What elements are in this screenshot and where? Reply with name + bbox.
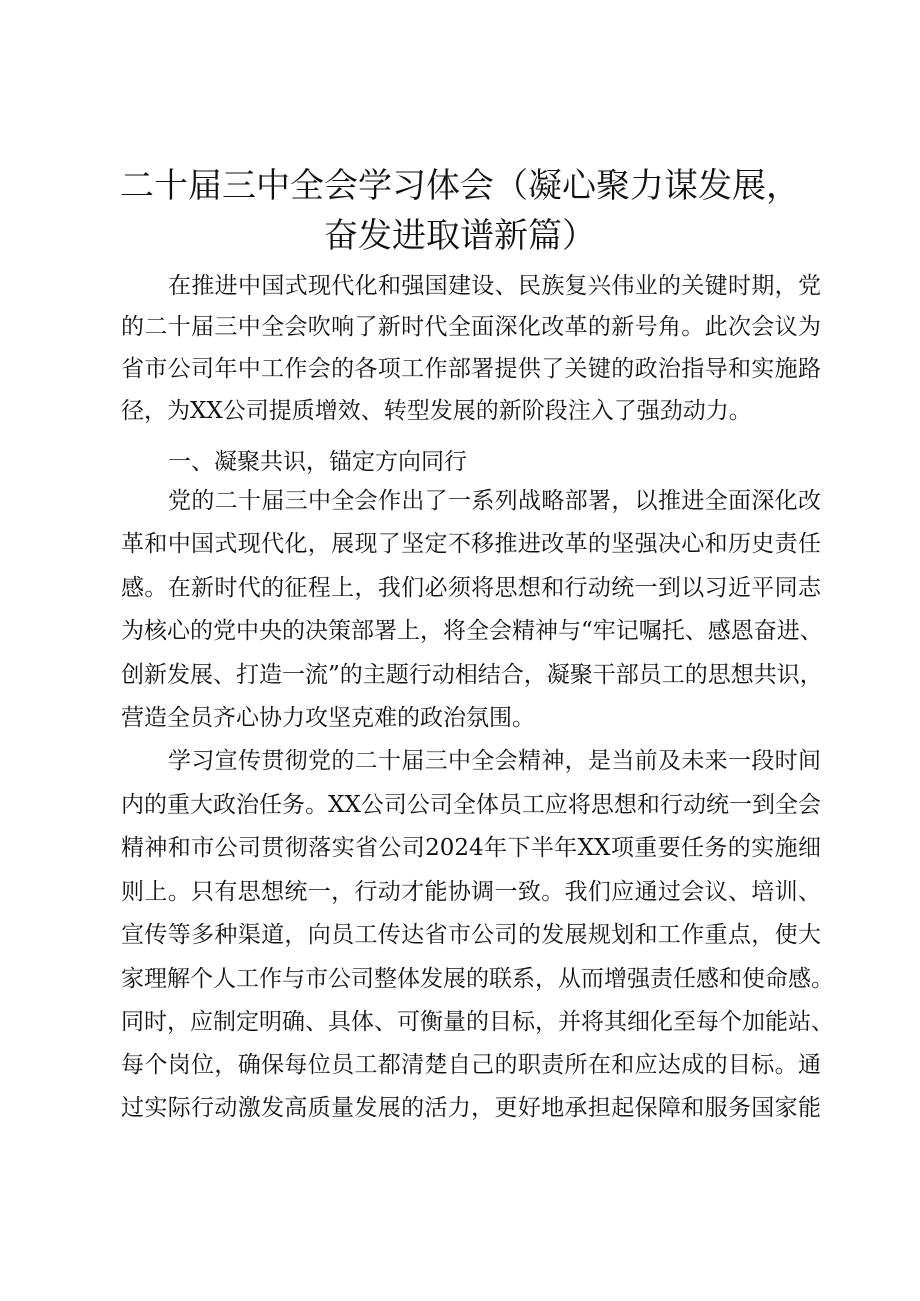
paragraph-3-line-4: 则上。只有思想统一，行动才能协调一致。我们应通过会议、培训、: [121, 879, 821, 905]
paragraph-2-line-6: 营造全员齐心协力攻坚克难的政治氛围。: [121, 705, 535, 731]
paragraph-2-line-1: 党的二十届三中全会作出了一系列战略部署，以推进全面深化改: [168, 488, 821, 514]
paragraph-3-line-5: 宣传等多种渠道，向员工传达省市公司的发展规划和工作重点，使大: [121, 922, 821, 948]
paragraph-1-line-4: 径，为XX公司提质增效、转型发展的新阶段注入了强劲动力。: [121, 398, 752, 424]
paragraph-3-line-9: 过实际行动激发高质量发展的活力，更好地承担起保障和服务国家能: [121, 1095, 821, 1121]
paragraph-3-line-2: 内的重大政治任务。XX公司公司全体员工应将思想和行动统一到全会: [121, 792, 821, 818]
paragraph-1-line-3: 省市公司年中工作会的各项工作部署提供了关键的政治指导和实施路: [121, 356, 821, 382]
document-title-line-2: 奋发进取谱新篇）: [324, 216, 596, 256]
paragraph-2-line-2: 革和中国式现代化，展现了坚定不移推进改革的坚强决心和历史责任: [121, 531, 821, 557]
paragraph-3-line-8: 每个岗位，确保每位员工都清楚自己的职责所在和应达成的目标。通: [121, 1052, 821, 1078]
document-title-line-1: 二十届三中全会学习体会（凝心聚力谋发展，: [120, 166, 800, 206]
paragraph-2-line-4: 为核心的党中央的决策部署上，将全会精神与“牢记嘱托、感恩奋进、: [121, 618, 823, 644]
paragraph-3-line-7: 同时，应制定明确、具体、可衡量的目标，并将其细化至每个加能站、: [121, 1009, 834, 1035]
paragraph-1-line-1: 在推进中国式现代化和强国建设、民族复兴伟业的关键时期，党: [168, 273, 821, 299]
paragraph-1-line-2: 的二十届三中全会吹响了新时代全面深化改革的新号角。此次会议为: [121, 314, 821, 340]
paragraph-3-line-6: 家理解个人工作与市公司整体发展的联系，从而增强责任感和使命感。: [121, 966, 834, 992]
section-heading-1: 一、凝聚共识，锚定方向同行: [168, 449, 467, 475]
paragraph-3-line-3: 精神和市公司贯彻落实省公司2024年下半年XX项重要任务的实施细: [121, 835, 821, 861]
paragraph-2-line-3: 感。在新时代的征程上，我们必须将思想和行动统一到以习近平同志: [121, 575, 821, 601]
paragraph-3-line-1: 学习宣传贯彻党的二十届三中全会精神，是当前及未来一段时间: [168, 748, 821, 774]
paragraph-2-line-5: 创新发展、打造一流”的主题行动相结合，凝聚干部员工的思想共识，: [121, 662, 823, 688]
